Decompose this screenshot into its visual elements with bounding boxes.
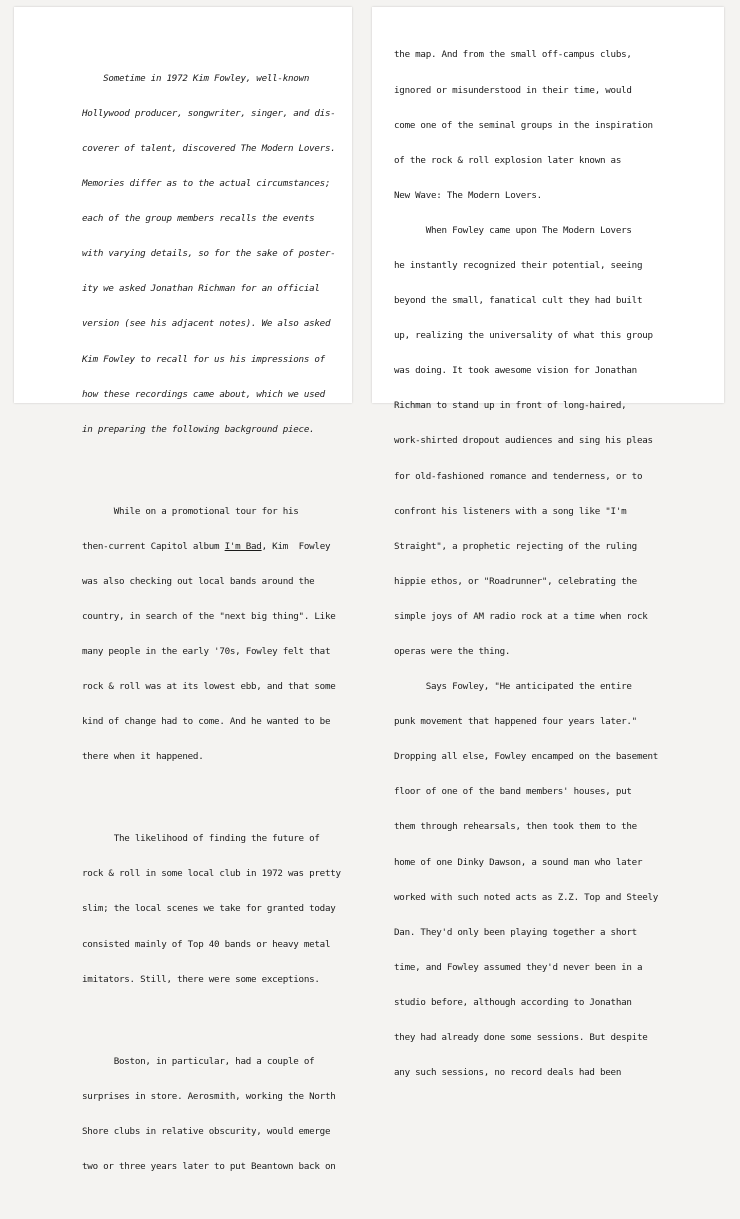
text-line: Kim Fowley to recall for us his impressions of xyxy=(82,353,325,365)
text-line: beyond the small, fanatical cult they had built xyxy=(394,295,643,307)
left-text-column xyxy=(82,26,341,1219)
text-line: of the rock & roll explosion later known as xyxy=(394,154,622,166)
text-line: home of one Dinky Dawson, a sound man who later xyxy=(394,856,643,868)
text-line: them through rehearsals, then took them to the xyxy=(394,821,637,833)
text-line: time, and Fowley assumed they'd never been in a xyxy=(394,961,643,973)
text-line: any such sessions, no record deals had been xyxy=(394,1067,622,1079)
text-line: two or three years later to put Beantown back on xyxy=(82,1160,336,1172)
right-text-column xyxy=(394,26,658,1102)
right-page xyxy=(372,7,724,1079)
text-line: country, in search of the "next big thing". Like xyxy=(82,610,336,622)
text-line: how these recordings came about, which we used xyxy=(82,388,325,400)
text-line: was doing. It took awesome vision for Jonathan xyxy=(394,365,637,377)
text-line: The likelihood of finding the future of xyxy=(82,833,320,845)
text-line: imitators. Still, there were some exceptions. xyxy=(82,973,320,985)
text-line: surprises in store. Aerosmith, working the North xyxy=(82,1090,336,1102)
text-line: While on a promotional tour for his xyxy=(82,505,299,517)
text-line: When Fowley came upon The Modern Lovers xyxy=(394,224,632,236)
paragraph-boston xyxy=(82,1032,341,1196)
text-line: Richman to stand up in front of long-haired, xyxy=(394,400,627,412)
text-line: was also checking out local bands around the xyxy=(82,575,315,587)
text-line: confront his listeners with a song like "I'm xyxy=(394,505,627,517)
text-line: hippie ethos, or "Roadrunner", celebrating the xyxy=(394,575,637,587)
text-line: ignored or misunderstood in their time, would xyxy=(394,84,632,96)
text-line: there when it happened. xyxy=(82,751,204,763)
paragraph-promotional-tour xyxy=(82,482,341,786)
paragraph-likelihood xyxy=(82,810,341,1009)
text-fragment: then-current Capitol album xyxy=(82,540,225,552)
text-line: with varying details, so for the sake of poster- xyxy=(82,248,336,260)
text-line: each of the group members recalls the events xyxy=(82,213,315,225)
text-line: slim; the local scenes we take for granted today xyxy=(82,903,336,915)
text-line: rock & roll was at its lowest ebb, and that some xyxy=(82,681,336,693)
text-line: come one of the seminal groups in the inspiration xyxy=(394,119,653,131)
text-line: for old-fashioned romance and tenderness, or to xyxy=(394,470,643,482)
left-page xyxy=(14,7,352,1172)
text-line: Dan. They'd only been playing together a short xyxy=(394,926,637,938)
text-line: work-shirted dropout audiences and sing his pleas xyxy=(394,435,653,447)
text-line xyxy=(82,541,341,553)
text-line: simple joys of AM radio rock at a time when rock xyxy=(394,610,648,622)
text-line: Boston, in particular, had a couple of xyxy=(82,1055,315,1067)
text-line: kind of change had to come. And he wanted to be xyxy=(82,716,331,728)
text-line: Memories differ as to the actual circumstances; xyxy=(82,178,331,190)
text-line: studio before, although according to Jonathan xyxy=(394,996,632,1008)
text-line: ity we asked Jonathan Richman for an official xyxy=(82,283,320,295)
text-line: worked with such noted acts as Z.Z. Top and Steely xyxy=(394,891,659,903)
text-line: version (see his adjacent notes). We also asked xyxy=(82,318,331,330)
text-line: in preparing the following background piece. xyxy=(82,423,315,435)
text-line: Sometime in 1972 Kim Fowley, well-known xyxy=(82,72,310,84)
album-title: I'm Bad xyxy=(224,540,262,552)
intro-paragraph xyxy=(82,49,341,458)
text-line: Says Fowley, "He anticipated the entire xyxy=(394,681,632,693)
text-line: they had already done some sessions. But despite xyxy=(394,1032,648,1044)
text-line: Shore clubs in relative obscurity, would emerge xyxy=(82,1125,331,1137)
text-line: Straight", a prophetic rejecting of the ruling xyxy=(394,540,637,552)
text-line: consisted mainly of Top 40 bands or heavy metal xyxy=(82,938,331,950)
text-line: operas were the thing. xyxy=(394,646,511,657)
text-line: he instantly recognized their potential, seeing xyxy=(394,259,643,271)
text-line: New Wave: The Modern Lovers. xyxy=(394,189,542,201)
text-line: many people in the early '70s, Fowley felt that xyxy=(82,646,331,658)
text-line: the map. And from the small off-campus clubs, xyxy=(394,49,632,61)
text-line: coverer of talent, discovered The Modern Lovers. xyxy=(82,143,336,154)
text-line: Dropping all else, Fowley encamped on the basement xyxy=(394,751,659,763)
text-line: punk movement that happened four years later." xyxy=(394,716,637,728)
text-fragment: , Kim Fowley xyxy=(261,540,331,552)
text-line: up, realizing the universality of what this group xyxy=(394,330,653,342)
text-line: rock & roll in some local club in 1972 was pretty xyxy=(82,868,341,880)
text-line: Hollywood producer, songwriter, singer, and dis- xyxy=(82,107,336,119)
text-line: floor of one of the band members' houses, put xyxy=(394,786,632,798)
